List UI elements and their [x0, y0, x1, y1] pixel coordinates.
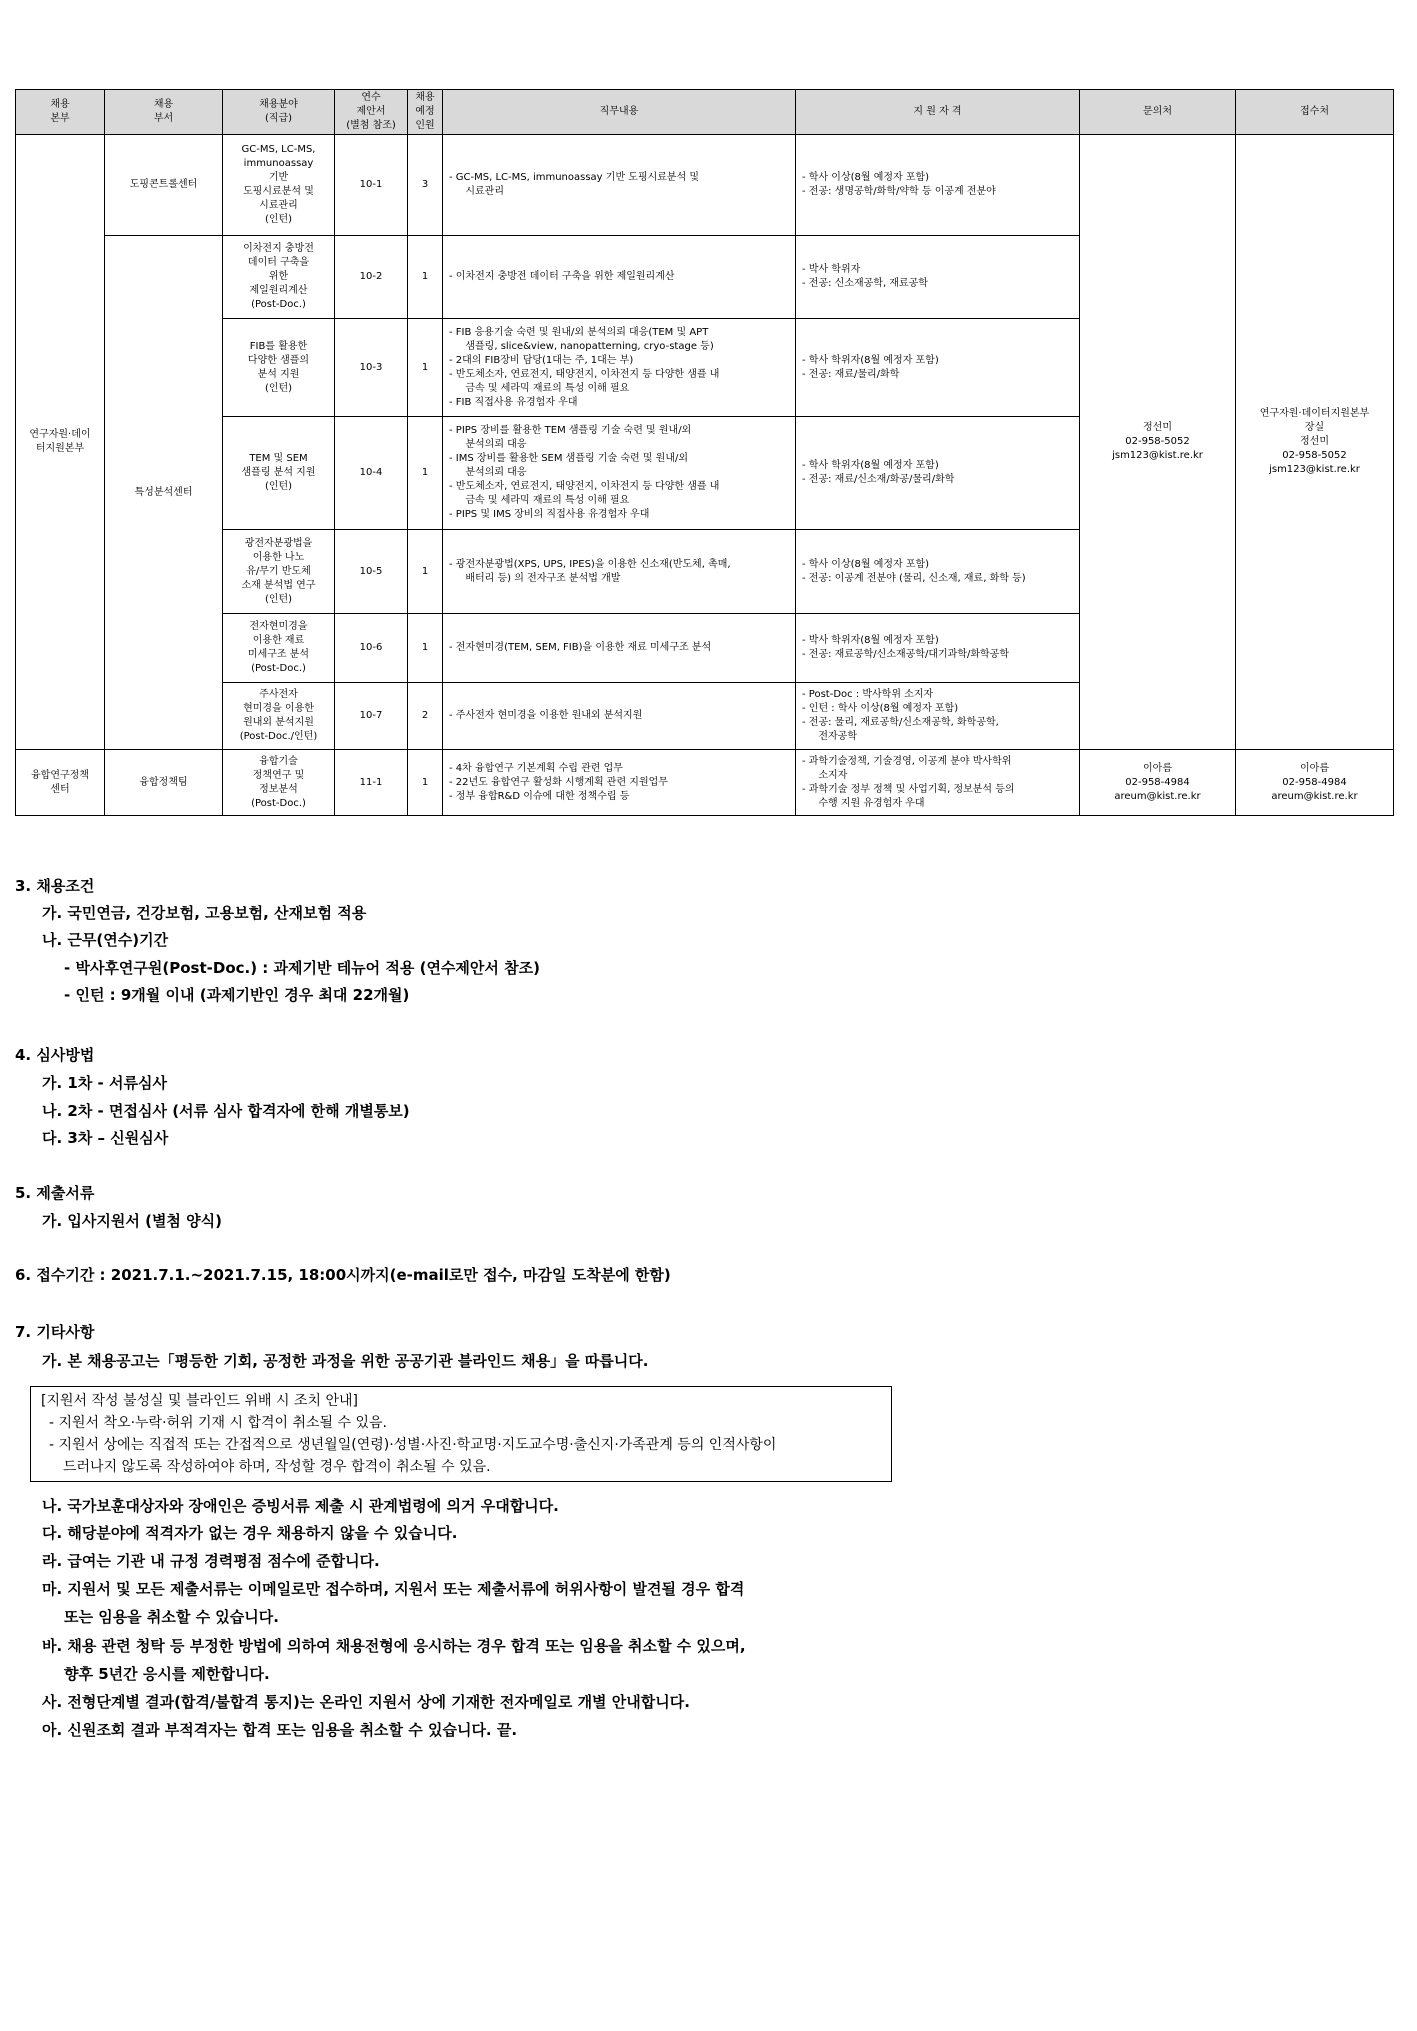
duties-cell: - GC-MS, LC-MS, immunoassay 기반 도핑시료분석 및 시료관리 [443, 135, 796, 236]
section-6-application-period: 6. 접수기간 : 2021.7.1.~2021.7.15, 18:00시까지(e-mail로만 접수, 마감일 도착분에 한함) [15, 1266, 671, 1284]
headcount-cell: 1 [408, 750, 443, 816]
headcount-cell: 1 [408, 236, 443, 319]
section-5-title: 5. 제출서류 [15, 1184, 95, 1202]
reception-cell: 이아름 02-958-4984 areum@kist.re.kr [1236, 750, 1394, 816]
proposal-code-cell: 10-4 [335, 417, 408, 530]
field-cell: 전자현미경을 이용한 재료 미세구조 분석 (Post-Doc.) [223, 614, 335, 683]
header-count: 채용 예정 인원 [408, 90, 443, 135]
background-check-item: 아. 신원조회 결과 부적격자는 합격 또는 임용을 취소할 수 있습니다. 끝. [42, 1721, 518, 1739]
qualifications-cell: - 박사 학위자(8월 예정자 포함) - 전공: 재료공학/신소재공학/대기과학/화학공학 [796, 614, 1080, 683]
notice-line: - 지원서 상에는 직접적 또는 간접적으로 생년월일(연령)·성별·사진·학교명·지도교수명·출신지·가족관계 등의 인적사항이 [49, 1437, 777, 1453]
department-cell: 특성분석센터 [105, 236, 223, 750]
field-cell: FIB를 활용한 다양한 샘플의 분석 지원 (인턴) [223, 319, 335, 417]
header-department: 채용 부서 [105, 90, 223, 135]
reception-cell: 연구자원·데이터지원본부 장실 정선미 02-958-5052 jsm123@kist.re.kr [1236, 135, 1394, 750]
headcount-cell: 1 [408, 614, 443, 683]
header-field: 채용분야 (직급) [223, 90, 335, 135]
qualifications-cell: - 학사 이상(8월 예정자 포함) - 전공: 이공계 전분야 (물리, 신소재, 재료, 화학 등) [796, 530, 1080, 614]
headcount-cell: 1 [408, 530, 443, 614]
section-7-title: 7. 기타사항 [15, 1323, 95, 1341]
salary-item: 라. 급여는 기관 내 규정 경력평점 점수에 준합니다. [42, 1552, 380, 1570]
field-cell: 주사전자 현미경을 이용한 원내외 분석지원 (Post-Doc./인턴) [223, 683, 335, 750]
proposal-code-cell: 10-1 [335, 135, 408, 236]
result-notice-item: 사. 전형단계별 결과(합격/불합격 통지)는 온라인 지원서 상에 기재한 전자메일로 개별 안내합니다. [42, 1693, 690, 1711]
duties-cell: - FIB 응용기술 숙련 및 원내/외 분석의뢰 대응(TEM 및 APT 샘플링, slice&view, nanopatterning, cryo-stage 등) - 2대의 FIB장비 담당(1대는 주, 1대는 부) - 반도체소자, 연료전지, 태양전지, 이차전지 등 다양한 샘플 내 금속 및 세라믹 재료의 특성 이해 필요 - FIB 직접사용 유경험자 우대 [443, 319, 796, 417]
duties-cell: - 주사전자 현미경을 이용한 원내외 분석지원 [443, 683, 796, 750]
qualifications-cell: - Post-Doc : 박사학위 소지자 - 인턴 : 학사 이상(8월 예정자 포함) - 전공: 물리, 재료공학/신소재공학, 화학공학, 전자공학 [796, 683, 1080, 750]
header-reception: 접수처 [1236, 90, 1394, 135]
department-cell: 도핑콘트롤센터 [105, 135, 223, 236]
table-row [16, 135, 1394, 236]
notice-title: [지원서 작성 불성실 및 블라인드 위배 시 조치 안내] [41, 1393, 359, 1409]
duties-cell: - 4차 융합연구 기본계획 수립 관련 업무 - 22년도 융합연구 활성화 시행계획 관련 지원업무 - 정부 융합R&D 이슈에 대한 정책수립 등 [443, 750, 796, 816]
email-submission-item: 마. 지원서 및 모든 제출서류는 이메일로만 접수하며, 지원서 또는 제출서류에 허위사항이 발견될 경우 합격 [42, 1580, 745, 1598]
division-cell: 융합연구정책 센터 [16, 750, 105, 816]
contact-cell: 이아름 02-958-4984 areum@kist.re.kr [1080, 750, 1236, 816]
duties-cell: - 이차전지 충방전 데이터 구축을 위한 제일원리계산 [443, 236, 796, 319]
duties-cell: - PIPS 장비를 활용한 TEM 샘플링 기술 숙련 및 원내/외 분석의뢰 대응 - IMS 장비를 활용한 SEM 샘플링 기술 숙련 및 원내/외 분석의뢰 대응 - 반도체소자, 연료전지, 태양전지, 이차전지 등 다양한 샘플 내 금속 및 세라믹 재료의 특성 이해 필요 - PIPS 및 IMS 장비의 직접사용 유경험자 우대 [443, 417, 796, 530]
header-division: 채용 본부 [16, 90, 105, 135]
duties-cell: - 전자현미경(TEM, SEM, FIB)을 이용한 재료 미세구조 분석 [443, 614, 796, 683]
screening-step-2: 나. 2차 - 면접심사 (서류 심사 합격자에 한해 개별통보) [42, 1102, 410, 1120]
header-duties: 직무내용 [443, 90, 796, 135]
employment-insurance-item: 가. 국민연금, 건강보험, 고용보험, 산재보험 적용 [42, 904, 367, 922]
qualifications-cell: - 과학기술정책, 기술경영, 이공계 분야 박사학위 소지자 - 과학기술 정부 정책 및 사업기획, 정보분석 등의 수행 지원 유경험자 우대 [796, 750, 1080, 816]
proposal-code-cell: 10-5 [335, 530, 408, 614]
field-cell: TEM 및 SEM 샘플링 분석 지원 (인턴) [223, 417, 335, 530]
notice-line: 드러나지 않도록 작성하여야 하며, 작성할 경우 합격이 취소될 수 있음. [63, 1459, 491, 1475]
solicitation-item: 바. 채용 관련 청탁 등 부정한 방법에 의하여 채용전형에 응시하는 경우 합격 또는 임용을 취소할 수 있으며, [42, 1637, 746, 1655]
qualifications-cell: - 학사 이상(8월 예정자 포함) - 전공: 생명공학/화학/약학 등 이공계 전분야 [796, 135, 1080, 236]
notice-line: - 지원서 착오·누락·허위 기재 시 합격이 취소될 수 있음. [49, 1415, 388, 1431]
headcount-cell: 1 [408, 319, 443, 417]
screening-step-1: 가. 1차 - 서류심사 [42, 1074, 167, 1092]
email-submission-item-cont: 또는 임용을 취소할 수 있습니다. [64, 1608, 279, 1626]
header-contact: 문의처 [1080, 90, 1236, 135]
proposal-code-cell: 10-7 [335, 683, 408, 750]
table-header-row [16, 90, 1394, 135]
header-qualifications: 지 원 자 격 [796, 90, 1080, 135]
required-document-item: 가. 입사지원서 (별첨 양식) [42, 1212, 222, 1230]
blind-recruitment-item: 가. 본 채용공고는「평등한 기회, 공정한 과정을 위한 공공기관 블라인드 채용」을 따릅니다. [42, 1352, 649, 1370]
department-cell: 융합정책팀 [105, 750, 223, 816]
field-cell: 이차전지 충방전 데이터 구축을 위한 제일원리계산 (Post-Doc.) [223, 236, 335, 319]
proposal-code-cell: 10-6 [335, 614, 408, 683]
veterans-preference-item: 나. 국가보훈대상자와 장애인은 증빙서류 제출 시 관계법령에 의거 우대합니다. [42, 1497, 559, 1515]
section-3-title: 3. 채용조건 [15, 877, 95, 895]
field-cell: 융합기술 정책연구 및 정보분석 (Post-Doc.) [223, 750, 335, 816]
headcount-cell: 2 [408, 683, 443, 750]
proposal-code-cell: 10-3 [335, 319, 408, 417]
qualifications-cell: - 학사 학위자(8월 예정자 포함) - 전공: 재료/신소재/화공/물리/화학 [796, 417, 1080, 530]
no-hire-item: 다. 해당분야에 적격자가 없는 경우 채용하지 않을 수 있습니다. [42, 1524, 458, 1542]
division-cell: 연구자원·데이 터지원본부 [16, 135, 105, 750]
contact-cell: 정선미 02-958-5052 jsm123@kist.re.kr [1080, 135, 1236, 750]
duties-cell: - 광전자분광법(XPS, UPS, IPES)을 이용한 신소재(반도체, 촉매, 배터리 등) 의 전자구조 분석법 개발 [443, 530, 796, 614]
intern-period-item: - 인턴 : 9개월 이내 (과제기반인 경우 최대 22개월) [64, 986, 410, 1004]
headcount-cell: 1 [408, 417, 443, 530]
solicitation-item-cont: 향후 5년간 응시를 제한합니다. [64, 1665, 270, 1683]
header-proposal: 연수 제안서 (별첨 참조) [335, 90, 408, 135]
work-period-item: 나. 근무(연수)기간 [42, 931, 169, 949]
proposal-code-cell: 11-1 [335, 750, 408, 816]
table-row [16, 750, 1394, 816]
screening-step-3: 다. 3차 – 신원심사 [42, 1129, 169, 1147]
field-cell: GC-MS, LC-MS, immunoassay 기반 도핑시료분석 및 시료관리 (인턴) [223, 135, 335, 236]
qualifications-cell: - 학사 학위자(8월 예정자 포함) - 전공: 재료/물리/화학 [796, 319, 1080, 417]
headcount-cell: 3 [408, 135, 443, 236]
blind-violation-notice-box [30, 1386, 892, 1482]
postdoc-period-item: - 박사후연구원(Post-Doc.) : 과제기반 테뉴어 적용 (연수제안서 참조) [64, 959, 540, 977]
qualifications-cell: - 박사 학위자 - 전공: 신소재공학, 재료공학 [796, 236, 1080, 319]
field-cell: 광전자분광법을 이용한 나노 유/무기 반도체 소재 분석법 연구 (인턴) [223, 530, 335, 614]
recruitment-table [15, 89, 1394, 816]
proposal-code-cell: 10-2 [335, 236, 408, 319]
section-4-title: 4. 심사방법 [15, 1046, 95, 1064]
